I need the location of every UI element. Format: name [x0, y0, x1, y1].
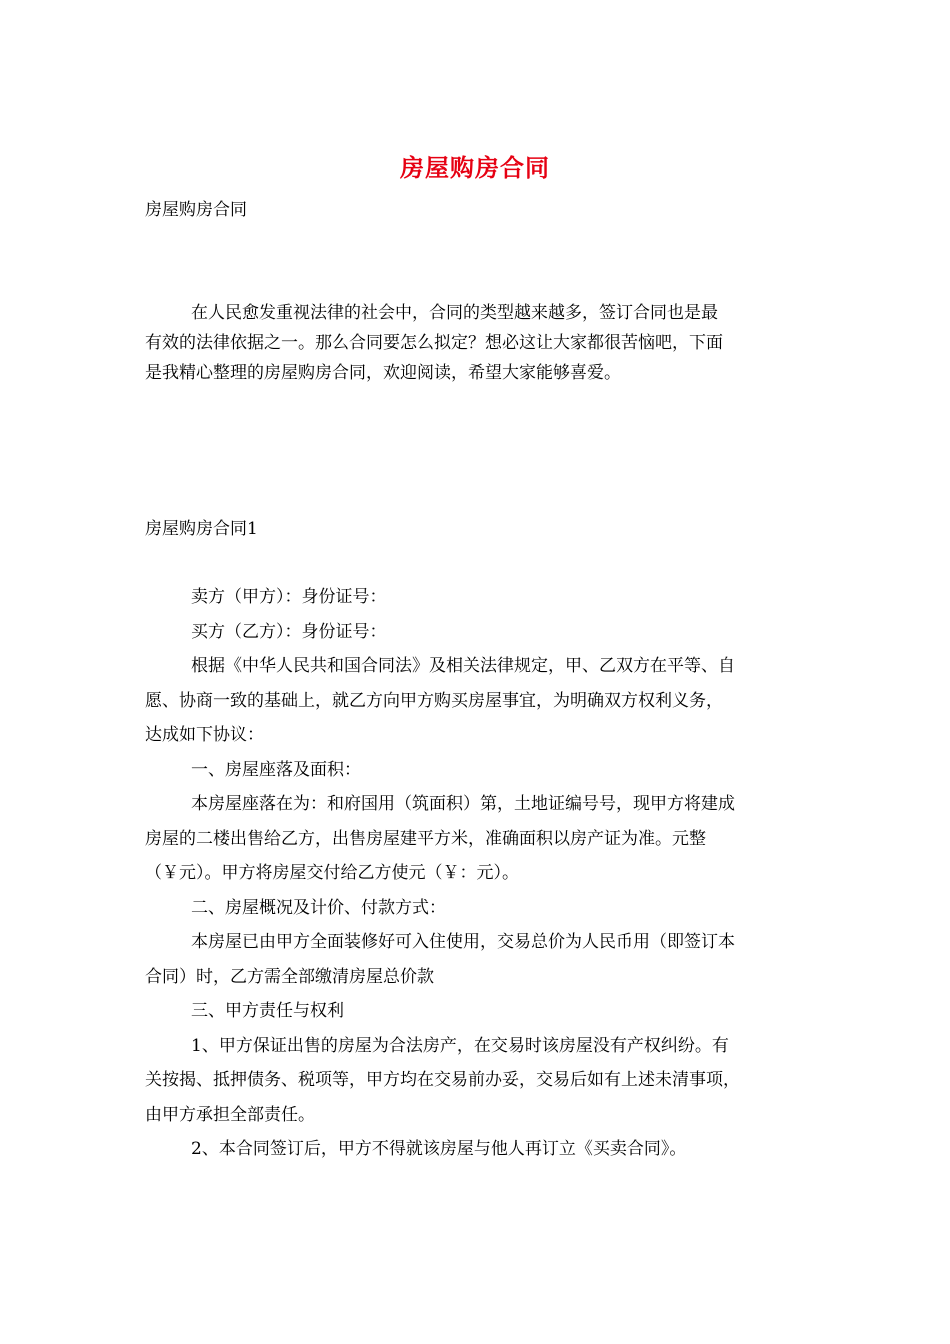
- body-line: 本房屋座落在为：和府国用（筑面积）第，土地证编号号，现甲方将建成: [191, 794, 735, 814]
- section-heading: 房屋购房合同1: [145, 519, 258, 539]
- body-line: 本房屋已由甲方全面装修好可入住使用，交易总价为人民币用（即签订本: [191, 932, 735, 952]
- clause-heading: 二、房屋概况及计价、付款方式：: [191, 897, 446, 918]
- body-line: 合同）时，乙方需全部缴清房屋总价款: [145, 966, 434, 987]
- body-line: 达成如下协议：: [145, 725, 264, 745]
- clause-heading: 一、房屋座落及面积：: [191, 759, 361, 780]
- intro-line: 是我精心整理的房屋购房合同，欢迎阅读，希望大家能够喜爱。: [145, 363, 621, 383]
- body-line: 1、甲方保证出售的房屋为合法房产，在交易时该房屋没有产权纠纷。有: [191, 1035, 729, 1056]
- intro-paragraph: [145, 298, 810, 388]
- clause-heading: 三、甲方责任与权利: [191, 1001, 344, 1021]
- body-line: 房屋的二楼出售给乙方，出售房屋建平方米，准确面积以房产证为准。元整: [145, 828, 706, 849]
- body-line: 根据《中华人民共和国合同法》及相关法律规定，甲、乙双方在平等、自: [191, 656, 735, 676]
- body-line: 2、本合同签订后，甲方不得就该房屋与他人再订立《买卖合同》。: [191, 1139, 687, 1159]
- document-subtitle: 房屋购房合同: [145, 200, 247, 220]
- body-line: 关按揭、抵押债务、税项等，甲方均在交易前办妥，交易后如有上述未清事项，: [145, 1070, 740, 1090]
- document-title: 房屋购房合同: [400, 153, 550, 182]
- body-line: （￥元）。甲方将房屋交付给乙方使元（￥：元）。: [145, 863, 519, 883]
- body-line: 由甲方承担全部责任。: [145, 1104, 315, 1125]
- seller-line: 卖方（甲方）：身份证号：: [191, 587, 387, 607]
- contract-body: [145, 580, 810, 1167]
- buyer-line: 买方（乙方）：身份证号：: [191, 621, 387, 642]
- body-line: 愿、协商一致的基础上，就乙方向甲方购买房屋事宜，为明确双方权利义务，: [145, 690, 723, 711]
- intro-line: 在人民愈发重视法律的社会中，合同的类型越来越多，签订合同也是最: [191, 303, 718, 323]
- intro-line: 有效的法律依据之一。那么合同要怎么拟定？想必这让大家都很苦恼吧，下面: [145, 333, 723, 353]
